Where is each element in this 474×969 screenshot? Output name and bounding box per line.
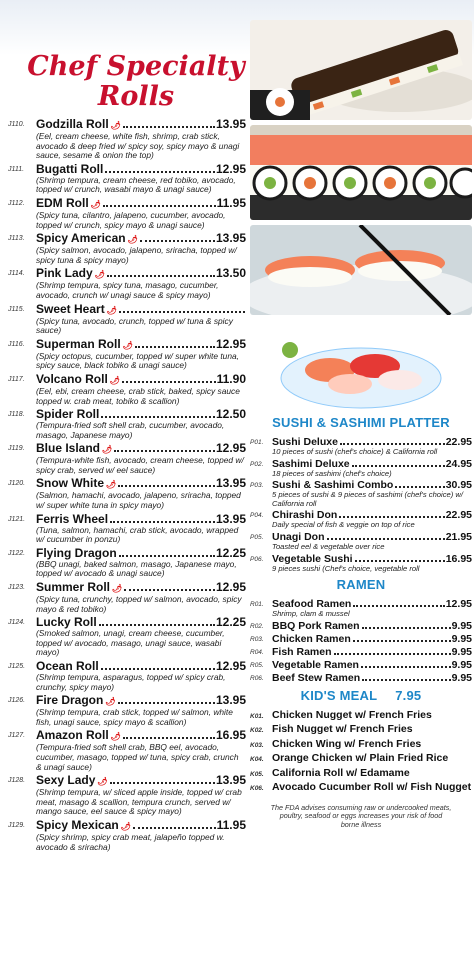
ramen-head	[272, 646, 472, 658]
roll-head	[36, 267, 246, 281]
roll-head	[36, 118, 246, 132]
ramen-head	[272, 620, 472, 632]
ramen-head	[272, 672, 472, 684]
platter-code: P01.	[250, 439, 264, 446]
dot-leader	[353, 640, 451, 642]
roll-name: Ferris Wheel	[36, 511, 109, 526]
roll-name: Amazon Roll	[36, 728, 109, 743]
platter-list	[250, 436, 472, 573]
roll-item	[8, 547, 246, 579]
rolls-list	[8, 118, 246, 852]
ramen-item	[250, 620, 472, 632]
roll-code: J112.	[8, 199, 25, 207]
ramen-body	[272, 646, 472, 658]
roll-code: J114.	[8, 270, 25, 278]
roll-code: J127.	[8, 732, 26, 740]
roll-name: Summer Roll	[36, 580, 111, 595]
roll-desc: (Spicy shrimp, spicy crab meat, jalapeño topped w. avocado & sriracha)	[36, 831, 225, 852]
roll-desc: (Shrimp tempura, spicy tuna, masago, cucumber, avocado, crunch w/ unagi sauce & spicy mayo)	[36, 280, 219, 300]
roll-head	[36, 694, 246, 708]
roll-desc: (Spicy tuna, avocado, crunch, topped w/ tuna & spicy sauce)	[36, 315, 233, 336]
roll-item	[8, 660, 246, 692]
page-title	[26, 52, 246, 112]
roll-price: 13.95	[215, 231, 246, 246]
platter-name: Sushi Deluxe	[272, 436, 338, 448]
kids-code: K03.	[250, 741, 264, 749]
roll-name: Spicy American	[36, 231, 126, 246]
roll-desc: (Tempura-fried soft shell crab, BBQ eel, avocado, cucumber, masago, topped w/ tuna, spicy crab, crunch & unagi sauce)	[36, 742, 239, 772]
roll-code: J120.	[8, 480, 26, 488]
platter-price: 16.95	[445, 552, 472, 565]
kids-code: K02.	[250, 727, 264, 735]
roll-code: J124.	[8, 619, 26, 627]
roll-body	[36, 729, 246, 772]
ramen-price: 9.95	[451, 632, 472, 645]
roll-desc: (Tempura-fried soft shell crab, cucumber, avocado, masago, Japanese mayo)	[36, 420, 225, 440]
platter-desc: 5 pieces of sushi & 9 pieces of sashimi (chef's choice) w/ California roll	[272, 490, 463, 508]
ramen-code: R05.	[250, 661, 264, 669]
kids-name: Orange Chicken w/ Plain Fried Rice	[272, 752, 449, 765]
kids-title-label: KID'S MEAL	[300, 687, 378, 703]
dot-leader	[118, 485, 215, 487]
roll-code: J111.	[8, 165, 25, 173]
ramen-code: R04.	[250, 648, 264, 656]
roll-desc: (Shrimp tempura, cream cheese, red tobiko, avocado, topped w/ crunch, wasabi mayo & unagi sauce)	[36, 174, 236, 195]
roll-head	[36, 581, 246, 595]
roll-price: 12.95	[215, 659, 246, 673]
ramen-name: BBQ Pork Ramen	[272, 619, 360, 632]
ramen-title: RAMEN	[336, 577, 386, 593]
dot-leader	[114, 450, 215, 452]
platter-name: Chirashi Don	[272, 509, 338, 522]
roll-head	[36, 163, 246, 176]
dot-leader	[140, 240, 215, 242]
roll-name: Godzilla Roll	[36, 117, 109, 131]
ramen-price: 9.95	[451, 645, 472, 658]
roll-body	[36, 660, 246, 692]
roll-name: EDM Roll	[36, 195, 89, 210]
kids-name: Avocado Cucumber Roll w/ Fish Nugget	[272, 781, 472, 794]
roll-desc: (Smoked salmon, unagi, cream cheese, cucumber, topped w/ avocado, masago, unagi sauce, wasabi mayo)	[36, 628, 225, 658]
roll-body	[36, 616, 246, 658]
right-column	[250, 20, 472, 830]
platter-desc: 9 pieces sushi (Chef's choice, vegetable roll	[272, 563, 420, 573]
dot-leader	[355, 560, 445, 562]
roll-code: J113.	[8, 235, 25, 243]
platter-item	[250, 531, 472, 552]
roll-name: Snow White	[36, 476, 104, 491]
chili-pepper-icon: 🌶	[110, 732, 121, 742]
roll-body	[36, 373, 246, 406]
platter-body	[272, 553, 472, 574]
dot-leader	[103, 205, 216, 207]
dot-leader	[123, 126, 215, 128]
roll-price: 13.95	[215, 511, 246, 526]
roll-body	[36, 694, 246, 727]
dot-leader	[110, 521, 215, 523]
platter-item	[250, 458, 472, 479]
kids-item	[250, 723, 472, 738]
chili-pepper-icon: 🌶	[106, 480, 117, 490]
platter-price: 30.95	[445, 479, 472, 492]
platter-desc: 10 pieces of sushi (chef's choice) & California roll	[272, 447, 438, 456]
ramen-name: Chicken Ramen	[272, 632, 351, 645]
roll-item	[8, 303, 246, 336]
roll-item	[8, 163, 246, 195]
roll-name: Blue Island	[36, 441, 101, 456]
roll-desc: (Spicy tuna, cilantro, jalapeno, cucumber, avocado, topped w/ crunch, spicy mayo & unagi sauce)	[36, 209, 226, 230]
roll-code: J121.	[8, 515, 26, 523]
ramen-name: Beef Stew Ramen	[272, 671, 361, 684]
dot-leader	[334, 653, 451, 655]
chili-pepper-icon: 🌶	[109, 375, 120, 385]
dot-leader	[133, 827, 216, 829]
kids-price: 7.95	[395, 687, 422, 703]
ramen-price: 9.95	[451, 658, 472, 671]
ramen-name: Fish Ramen	[272, 645, 332, 658]
platter-code: P03.	[250, 482, 264, 490]
chili-pepper-icon: 🌶	[122, 340, 133, 350]
dot-leader	[107, 275, 215, 277]
platter-code: P04.	[250, 512, 264, 520]
platter-body	[272, 436, 472, 457]
roll-code: J116.	[8, 340, 25, 348]
ramen-item	[250, 646, 472, 658]
roll-price: 12.95	[215, 441, 246, 456]
roll-body	[36, 774, 246, 817]
platter-head	[272, 553, 472, 565]
ramen-name: Seafood Ramen	[272, 598, 352, 611]
dot-leader	[105, 171, 215, 173]
roll-name: Pink Lady	[36, 266, 93, 281]
ramen-list	[250, 598, 472, 684]
ramen-body	[272, 620, 472, 632]
roll-head	[36, 442, 246, 456]
platter-desc: Toasted eel & vegetable over rice	[272, 541, 385, 551]
roll-item	[8, 477, 246, 510]
roll-name: Sexy Lady	[36, 773, 96, 788]
roll-code: J110.	[8, 121, 25, 128]
ramen-body	[272, 633, 472, 645]
roll-desc: (Eel, cream cheese, white fish, shrimp, crab stick, avocado & deep fried w/ spicy soy, spicy mayo & unagi sauce, sesame & onion the top)	[36, 131, 240, 161]
platter-body	[272, 458, 472, 479]
roll-code: J126.	[8, 697, 26, 705]
roll-head	[36, 303, 246, 317]
roll-body	[36, 267, 246, 300]
kids-code: K01.	[250, 712, 264, 720]
ramen-body	[272, 598, 472, 619]
dot-leader	[362, 679, 450, 681]
roll-item	[8, 373, 246, 406]
chili-pepper-icon: 🌶	[97, 777, 108, 787]
ramen-item	[250, 672, 472, 684]
roll-price: 11.90	[216, 371, 246, 386]
roll-item	[8, 232, 246, 265]
platter-code: P06.	[250, 555, 264, 563]
roll-item	[8, 581, 246, 614]
roll-price: 13.50	[215, 266, 246, 281]
roll-code: J129.	[8, 821, 26, 829]
kids-item	[250, 738, 472, 753]
roll-price: 11.95	[216, 817, 246, 832]
roll-item	[8, 729, 246, 772]
ramen-item	[250, 598, 472, 619]
roll-name: Sweet Heart	[36, 301, 105, 316]
platter-price: 22.95	[445, 509, 472, 522]
platter-code: P02.	[250, 460, 264, 468]
chili-pepper-icon: 🌶	[106, 305, 117, 315]
roll-head	[36, 338, 246, 352]
dot-leader	[99, 624, 215, 626]
roll-item	[8, 118, 246, 161]
roll-item	[8, 442, 246, 475]
dot-leader	[353, 605, 444, 607]
dot-leader	[340, 443, 445, 445]
roll-body	[36, 442, 246, 475]
ramen-code: R01.	[250, 601, 264, 609]
platter-item	[250, 436, 472, 457]
kids-item	[250, 709, 472, 724]
ramen-head	[272, 659, 472, 671]
roll-name: Spider Roll	[36, 407, 100, 422]
roll-price: 13.95	[215, 773, 246, 788]
roll-body	[36, 408, 246, 440]
roll-price: 12.25	[215, 615, 246, 630]
platter-desc: Daily special of fish & veggie on top of rice	[272, 520, 415, 530]
ramen-price: 9.95	[451, 671, 472, 684]
roll-head	[36, 513, 246, 526]
ramen-name: Vegetable Ramen	[272, 658, 359, 671]
ramen-desc: Shrimp, clam & mussel	[272, 609, 350, 619]
ramen-code: R06.	[250, 674, 264, 682]
roll-name: Spicy Mexican	[36, 817, 119, 832]
dot-leader	[101, 668, 215, 670]
dot-leader	[118, 702, 215, 704]
platter-code: P05.	[250, 533, 264, 541]
dot-leader	[123, 737, 215, 739]
kids-list	[250, 709, 472, 796]
roll-body	[36, 819, 246, 852]
title-line-2: Rolls	[97, 81, 175, 112]
roll-price: 13.95	[215, 476, 246, 491]
ramen-item	[250, 633, 472, 645]
platter-item	[250, 553, 472, 574]
roll-body	[36, 513, 246, 545]
dot-leader	[135, 346, 215, 348]
roll-desc: (Eel, ebi, cream cheese, crab stick, baked, spicy sauce topped w. crab meat, tobiko & scallion)	[36, 385, 240, 406]
roll-name: Volcano Roll	[36, 371, 108, 386]
platter-title: SUSHI & SASHIMI PLATTER	[272, 415, 450, 430]
ramen-item	[250, 659, 472, 671]
roll-code: J117.	[8, 375, 25, 383]
roll-price: 12.50	[215, 407, 246, 422]
kids-item	[250, 781, 472, 796]
chili-pepper-icon: 🌶	[112, 584, 123, 594]
roll-code: J125.	[8, 663, 26, 670]
roll-item	[8, 774, 246, 817]
roll-body	[36, 118, 246, 161]
dot-leader	[361, 666, 451, 668]
sashimi-platter-photo	[250, 320, 472, 410]
dot-leader	[362, 627, 451, 629]
roll-item	[8, 338, 246, 371]
sushi-photo-1	[250, 20, 472, 120]
dot-leader	[124, 589, 215, 591]
roll-code: J122.	[8, 549, 26, 557]
roll-body	[36, 581, 246, 614]
roll-item	[8, 694, 246, 727]
platter-head	[272, 458, 472, 470]
chili-pepper-icon: 🌶	[105, 697, 116, 707]
roll-name: Fire Dragon	[36, 693, 104, 708]
platter-body	[272, 479, 472, 508]
dot-leader	[327, 538, 445, 540]
roll-desc: (Salmon, hamachi, avocado, jalapeno, sriracha, topped w/ super white tuna in spicy mayo)	[36, 490, 241, 511]
platter-body	[272, 531, 472, 552]
roll-desc: (Spicy tuna, crunchy, topped w/ salmon, avocado, spicy mayo & red tobiko)	[36, 594, 242, 614]
kids-code: K05.	[250, 770, 264, 778]
roll-code: J115.	[8, 305, 25, 313]
chili-pepper-icon: 🌶	[94, 270, 105, 280]
kids-title	[250, 688, 472, 703]
roll-price: 11.95	[216, 195, 246, 210]
roll-name: Flying Dragon	[36, 545, 117, 560]
kids-name: California Roll w/ Edamame	[272, 766, 410, 779]
dot-leader	[352, 465, 445, 467]
roll-body	[36, 338, 246, 371]
kids-name: Fish Nugget w/ French Fries	[272, 723, 413, 736]
roll-head	[36, 232, 246, 246]
kids-item	[250, 752, 472, 767]
roll-head	[36, 373, 246, 387]
roll-code: J118.	[8, 411, 25, 419]
roll-item	[8, 267, 246, 300]
roll-code: J123.	[8, 584, 26, 592]
roll-name: Lucky Roll	[36, 615, 97, 630]
ramen-code: R03.	[250, 635, 264, 643]
roll-price: 12.95	[215, 336, 246, 351]
roll-head	[36, 197, 246, 211]
chili-pepper-icon: 🌶	[90, 199, 101, 209]
platter-name: Unagi Don	[272, 530, 325, 543]
title-line-1: Chef Specialty	[27, 51, 245, 82]
roll-desc: (Shrimp tempura, asparagus, topped w/ spicy crab, crunchy, spicy mayo)	[36, 672, 226, 692]
roll-head	[36, 819, 246, 833]
roll-body	[36, 197, 246, 230]
roll-body	[36, 303, 246, 336]
roll-price: 13.95	[215, 693, 246, 708]
roll-body	[36, 232, 246, 265]
ramen-code: R02.	[250, 622, 264, 630]
roll-body	[36, 163, 246, 195]
platter-body	[272, 509, 472, 530]
kids-code: K04.	[250, 756, 264, 764]
roll-name: Bugatti Roll	[36, 161, 104, 176]
roll-price: 12.95	[215, 580, 246, 595]
dot-leader	[119, 311, 245, 313]
kids-name: Chicken Wing w/ French Fries	[272, 737, 422, 750]
roll-price: 12.95	[215, 161, 246, 176]
dot-leader	[339, 516, 444, 518]
platter-item	[250, 509, 472, 530]
roll-head	[36, 477, 246, 491]
roll-price: 13.95	[215, 117, 246, 131]
platter-name: Vegetable Sushi	[272, 552, 353, 565]
roll-desc: (Shrimp tempura, crab stick, topped w/ salmon, white fish, unagi sauce, spicy mayo & scallion)	[36, 707, 233, 727]
platter-price: 24.95	[445, 457, 472, 470]
roll-desc: (Shrimp tempura, w/ sliced apple inside, topped w/ crab meat, masago & scallion, tempura crunch, served w/ mango sauce, eel sauce & spicy mayo)	[36, 787, 242, 817]
roll-body	[36, 477, 246, 510]
roll-name: Ocean Roll	[36, 659, 99, 673]
roll-item	[8, 616, 246, 658]
chef-specialty-column	[8, 52, 246, 854]
fda-note: The FDA advises consuming raw or undercooked meats, poultry, seafood or eggs increases your risk of food borne illness	[270, 802, 452, 829]
roll-item	[8, 408, 246, 440]
roll-code: J128.	[8, 777, 26, 785]
platter-price: 21.95	[445, 530, 472, 543]
kids-name: Chicken Nugget w/ French Fries	[272, 708, 432, 721]
roll-desc: (Tuna, salmon, hamachi, crab stick, avocado, wrapped w/ cucumber in ponzu)	[36, 524, 239, 545]
roll-head	[36, 547, 246, 560]
kids-code: K06.	[250, 785, 264, 793]
roll-item	[8, 513, 246, 545]
roll-desc: (BBQ unagi, baked salmon, masago, Japanese mayo, topped w/ avocado & unagi sauce)	[36, 558, 237, 579]
roll-desc: (Spicy octopus, cucumber, topped w/ super white tuna, spicy sauce, black tobiko & unagi sauce)	[36, 350, 239, 371]
platter-item	[250, 479, 472, 508]
platter-name: Sashimi Deluxe	[272, 457, 350, 470]
chili-pepper-icon: 🌶	[120, 821, 131, 831]
dot-leader	[119, 555, 215, 557]
dot-leader	[101, 416, 215, 418]
ramen-price: 12.95	[445, 598, 472, 611]
roll-desc: (Spicy salmon, avocado, jalapeno, sriracha, topped w/ spicy tuna & spicy mayo)	[36, 245, 237, 265]
platter-name: Sushi & Sashimi Combo	[272, 479, 394, 492]
roll-price: 12.25	[215, 545, 246, 560]
ramen-body	[272, 659, 472, 671]
platter-desc: 18 pieces of sashimi (chef's choice)	[272, 468, 392, 478]
roll-desc: (Tempura-white fish, avocado, cream cheese, topped w/ spicy crab, served w/ eel sauce)	[36, 455, 244, 475]
roll-price: 16.95	[215, 728, 246, 743]
roll-item	[8, 197, 246, 230]
roll-body	[36, 547, 246, 579]
roll-item	[8, 819, 246, 852]
ramen-body	[272, 672, 472, 684]
dot-leader	[110, 782, 215, 784]
roll-name: Superman Roll	[36, 336, 121, 351]
roll-code: J119.	[8, 445, 25, 453]
ramen-price: 9.95	[451, 619, 472, 632]
roll-head	[36, 729, 246, 743]
dot-leader	[395, 486, 444, 488]
roll-head	[36, 774, 246, 788]
chili-pepper-icon: 🌶	[110, 121, 121, 130]
ramen-head	[272, 633, 472, 645]
chili-pepper-icon: 🌶	[127, 235, 138, 245]
sushi-photo-2	[250, 125, 472, 220]
chili-pepper-icon: 🌶	[102, 445, 113, 455]
dot-leader	[122, 381, 216, 383]
kids-item	[250, 767, 472, 782]
sushi-photo-3	[250, 225, 472, 315]
platter-price: 22.95	[445, 436, 472, 448]
